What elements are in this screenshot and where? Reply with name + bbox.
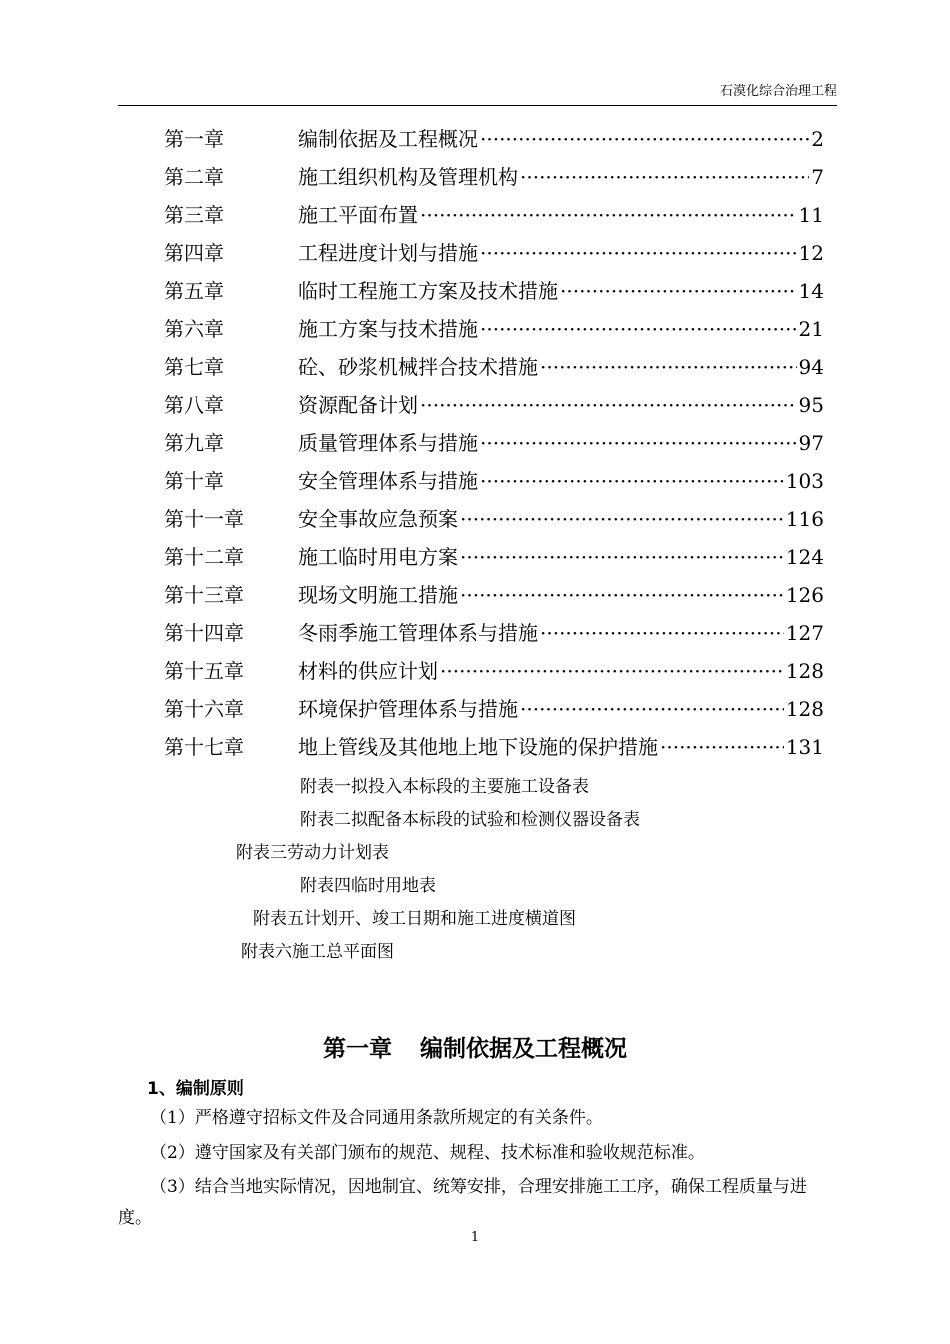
toc-title: 施工组织机构及管理机构 [298, 165, 518, 189]
toc-chapter-number: 第七章 [164, 355, 224, 379]
toc-entry[interactable] [164, 196, 824, 234]
toc-entry[interactable] [164, 614, 824, 652]
toc-title: 编制依据及工程概况 [298, 127, 478, 151]
toc-page: 131 [785, 735, 824, 759]
toc-page: 94 [798, 355, 824, 379]
toc-page: 2 [811, 127, 824, 151]
toc-entry[interactable] [164, 576, 824, 614]
appendix-item[interactable]: 附表四临时用地表 [300, 876, 436, 896]
toc-entry[interactable] [164, 462, 824, 500]
toc-title: 资源配备计划 [298, 393, 418, 417]
toc-page: 12 [798, 241, 824, 265]
toc-chapter-number: 第十五章 [164, 659, 244, 683]
toc-leader [440, 652, 784, 690]
toc-chapter-number: 第十六章 [164, 697, 244, 721]
chapter-heading [0, 1030, 950, 1063]
toc-title: 冬雨季施工管理体系与措施 [298, 621, 538, 645]
appendix-item[interactable]: 附表三劳动力计划表 [236, 843, 389, 863]
chapter-heading-title: 编制依据及工程概况 [420, 1036, 627, 1062]
body-paragraph: （2）遵守国家及有关部门颁布的规范、规程、技术标准和验收规范标准。 [150, 1143, 705, 1163]
toc-entry[interactable] [164, 272, 824, 310]
page-header: 石漠化综合治理工程 [118, 80, 837, 106]
toc-leader [460, 576, 784, 614]
toc-title: 砼、砂浆机械拌合技术措施 [298, 355, 538, 379]
toc-entry[interactable] [164, 348, 824, 386]
toc-title: 地上管线及其他地上地下设施的保护措施 [298, 735, 658, 759]
toc-chapter-number: 第十一章 [164, 507, 244, 531]
appendix-item[interactable]: 附表一拟投入本标段的主要施工设备表 [300, 777, 589, 797]
appendix-item[interactable]: 附表五计划开、竣工日期和施工进度横道图 [253, 909, 576, 929]
toc-title: 工程进度计划与措施 [298, 241, 478, 265]
toc-title: 环境保护管理体系与措施 [298, 697, 518, 721]
toc-leader [540, 614, 784, 652]
toc-leader [480, 424, 797, 462]
page-number: 1 [470, 1230, 480, 1245]
toc-leader [520, 158, 809, 196]
toc-entry[interactable] [164, 120, 824, 158]
toc-page: 128 [785, 697, 824, 721]
toc-page: 97 [798, 431, 824, 455]
toc-leader [420, 196, 797, 234]
toc-title: 现场文明施工措施 [298, 583, 458, 607]
toc-chapter-number: 第十四章 [164, 621, 244, 645]
toc-leader [480, 310, 797, 348]
appendix-item[interactable]: 附表六施工总平面图 [241, 942, 394, 962]
toc-title: 材料的供应计划 [298, 659, 438, 683]
toc-entry[interactable] [164, 500, 824, 538]
toc-chapter-number: 第九章 [164, 431, 224, 455]
section-heading: 1、编制原则 [147, 1079, 244, 1099]
toc-leader [460, 538, 784, 576]
toc-leader [480, 462, 784, 500]
toc-chapter-number: 第一章 [164, 127, 224, 151]
appendix-item[interactable]: 附表二拟配备本标段的试验和检测仪器设备表 [300, 810, 640, 830]
toc-page: 126 [785, 583, 824, 607]
toc-leader [660, 728, 784, 766]
toc-leader [520, 690, 784, 728]
toc-entry[interactable] [164, 386, 824, 424]
toc-chapter-number: 第六章 [164, 317, 224, 341]
toc-leader [460, 500, 784, 538]
toc-chapter-number: 第四章 [164, 241, 224, 265]
toc-entry[interactable] [164, 690, 824, 728]
toc-chapter-number: 第五章 [164, 279, 224, 303]
toc-chapter-number: 第十三章 [164, 583, 244, 607]
body-paragraph: （3）结合当地实际情况，因地制宜、统筹安排，合理安排施工工序，确保工程质量与进度。 [118, 1177, 807, 1228]
toc-entry[interactable] [164, 652, 824, 690]
toc-title: 施工临时用电方案 [298, 545, 458, 569]
toc-title: 施工方案与技术措施 [298, 317, 478, 341]
toc-page: 103 [785, 469, 824, 493]
toc-chapter-number: 第十七章 [164, 735, 244, 759]
toc-page: 127 [785, 621, 824, 645]
toc-leader [560, 272, 797, 310]
body-paragraph: （1）严格遵守招标文件及合同通用条款所规定的有关条件。 [150, 1108, 603, 1128]
toc-page: 14 [798, 279, 824, 303]
toc-title: 安全管理体系与措施 [298, 469, 478, 493]
toc-entry[interactable] [164, 310, 824, 348]
toc-page: 7 [811, 165, 824, 189]
chapter-heading-number: 第一章 [323, 1036, 392, 1062]
toc-title: 临时工程施工方案及技术措施 [298, 279, 558, 303]
toc-page: 116 [785, 507, 824, 531]
toc-entry[interactable] [164, 234, 824, 272]
toc-page: 95 [798, 393, 824, 417]
toc-chapter-number: 第十二章 [164, 545, 244, 569]
toc-entry[interactable] [164, 538, 824, 576]
toc-chapter-number: 第十章 [164, 469, 224, 493]
toc-chapter-number: 第三章 [164, 203, 224, 227]
toc-chapter-number: 第二章 [164, 165, 224, 189]
toc-page: 21 [798, 317, 824, 341]
toc-entry[interactable] [164, 158, 824, 196]
toc-entry[interactable] [164, 424, 824, 462]
toc-title: 质量管理体系与措施 [298, 431, 478, 455]
toc-chapter-number: 第八章 [164, 393, 224, 417]
toc-title: 施工平面布置 [298, 203, 418, 227]
toc-title: 安全事故应急预案 [298, 507, 458, 531]
toc-page: 11 [798, 203, 824, 227]
toc-leader [420, 386, 797, 424]
toc-leader [480, 120, 809, 158]
toc-page: 128 [785, 659, 824, 683]
toc-leader [480, 234, 797, 272]
toc-leader [540, 348, 797, 386]
toc-page: 124 [785, 545, 824, 569]
toc-entry[interactable] [164, 728, 824, 766]
